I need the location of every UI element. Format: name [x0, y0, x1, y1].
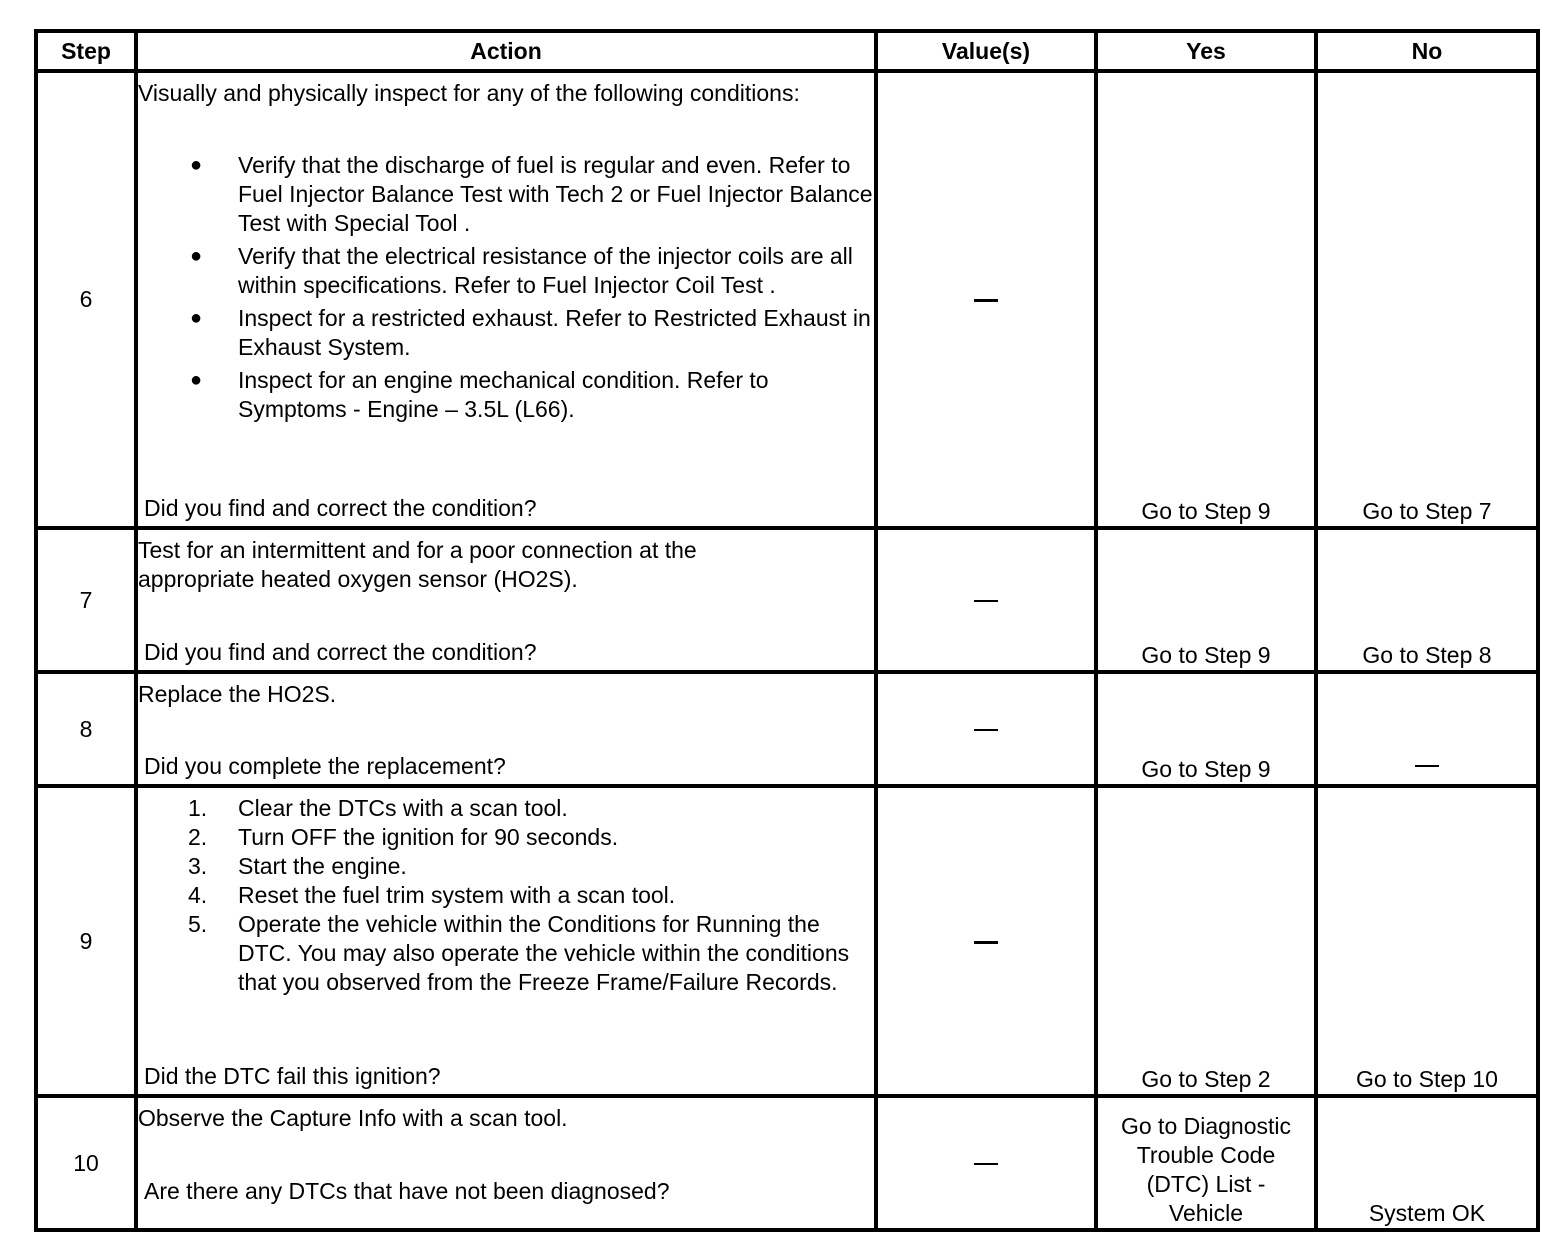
table-row-step-6 [36, 71, 1538, 528]
table-row-step-7 [36, 528, 1538, 672]
header-values: Value(s) [876, 31, 1096, 71]
dash-icon [974, 729, 998, 731]
action-intro: Observe the Capture Info with a scan tool. [138, 1105, 568, 1131]
list-item: ● Inspect for an engine mechanical condition. Refer to Symptoms - Engine – 3.5L (L66). [190, 367, 769, 422]
bullet-icon: ● [190, 369, 203, 391]
header-step: Step [36, 31, 136, 71]
value-cell [876, 528, 1096, 672]
value-cell [876, 786, 1096, 1096]
step-number: 8 [36, 672, 136, 786]
procedure-list [138, 788, 874, 997]
list-item: ● Verify that the discharge of fuel is regular and even. Refer to Fuel Injector Balance Test with Tech 2 or Fuel Injector Balance Test with Special Tool . [190, 152, 873, 236]
action-cell [136, 528, 876, 672]
header-yes: Yes [1096, 31, 1316, 71]
action-question: Did you find and correct the condition? [144, 495, 537, 521]
action-intro: Replace the HO2S. [138, 681, 337, 707]
yes-cell: Go to Step 9 [1096, 528, 1316, 672]
step-number: 7 [36, 528, 136, 672]
table-row-step-10 [36, 1096, 1538, 1230]
list-item: 5. Operate the vehicle within the Conditions for Running the DTC. You may also operate the vehicle within the conditions that you observed from the Freeze Frame/Failure Records. [188, 911, 850, 995]
dash-icon [1415, 765, 1439, 767]
action-intro: Visually and physically inspect for any of the following conditions: [138, 80, 800, 106]
action-cell [136, 672, 876, 786]
action-cell [136, 1096, 876, 1230]
no-cell: Go to Step 10 [1316, 786, 1538, 1096]
step-number: 6 [36, 71, 136, 528]
bullet-icon: ● [190, 154, 203, 176]
list-item: ● Inspect for a restricted exhaust. Refer to Restricted Exhaust in Exhaust System. [190, 305, 871, 360]
list-item: 2. Turn OFF the ignition for 90 seconds. [188, 824, 619, 850]
list-item: 3. Start the engine. [188, 853, 407, 879]
action-question: Did the DTC fail this ignition? [144, 1063, 441, 1089]
value-cell [876, 672, 1096, 786]
yes-cell: Go to Step 2 [1096, 786, 1316, 1096]
dash-icon [974, 1163, 998, 1165]
header-no: No [1316, 31, 1538, 71]
action-cell [136, 786, 876, 1096]
bullet-icon: ● [190, 245, 203, 267]
no-cell [1316, 672, 1538, 786]
action-question: Are there any DTCs that have not been diagnosed? [144, 1178, 670, 1204]
condition-list [138, 151, 874, 424]
bullet-icon: ● [190, 307, 203, 329]
yes-cell: Go to Step 9 [1096, 71, 1316, 528]
dash-icon [974, 299, 998, 302]
action-intro: Test for an intermittent and for a poor connection at the appropriate heated oxygen sensor (HO2S). [138, 537, 697, 592]
action-cell [136, 71, 876, 528]
action-question: Did you find and correct the condition? [144, 639, 537, 665]
no-cell: System OK [1316, 1096, 1538, 1230]
header-action: Action [136, 31, 876, 71]
list-item: 4. Reset the fuel trim system with a scan tool. [188, 882, 676, 908]
header-row [36, 31, 1538, 71]
action-question: Did you complete the replacement? [144, 753, 506, 779]
list-item: ● Verify that the electrical resistance of the injector coils are all within specifications. Refer to Fuel Injector Coil Test . [190, 243, 853, 298]
value-cell [876, 71, 1096, 528]
step-number: 9 [36, 786, 136, 1096]
yes-cell: Go to Step 9 [1096, 672, 1316, 786]
no-cell: Go to Step 8 [1316, 528, 1538, 672]
yes-cell: Go to Diagnostic Trouble Code (DTC) List - Vehicle [1096, 1096, 1316, 1230]
step-number: 10 [36, 1096, 136, 1230]
dash-icon [974, 600, 998, 602]
value-cell [876, 1096, 1096, 1230]
table-row-step-9 [36, 786, 1538, 1096]
diagnostic-table [34, 29, 1540, 1232]
list-item: 1. Clear the DTCs with a scan tool. [188, 795, 568, 821]
table-row-step-8 [36, 672, 1538, 786]
no-cell: Go to Step 7 [1316, 71, 1538, 528]
dash-icon [974, 941, 998, 944]
